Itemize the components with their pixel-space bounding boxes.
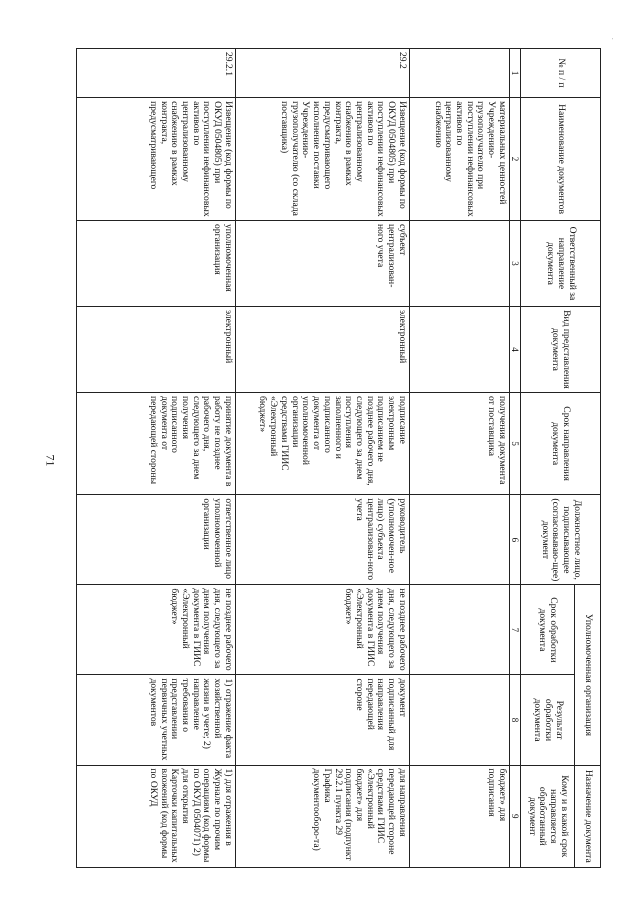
header-processing-term: Срок обработки документа <box>521 585 575 675</box>
col-number: 4 <box>509 306 520 392</box>
header-official: Должностное лицо, подписывающее (согласовываю-щее) документ <box>521 495 601 585</box>
representation <box>409 306 509 392</box>
official <box>409 495 509 585</box>
table-row <box>409 49 509 868</box>
representation: электронный <box>235 306 409 392</box>
col-number: 6 <box>509 495 520 585</box>
representation: электронный <box>77 306 236 392</box>
recipient: 1) для отражения в Журнале по прочим операциям (код формы по ОКУД 0504071) 2) для открытия Карточки капитальных вложений (код формы по ОКУД <box>77 765 236 867</box>
column-number-row <box>509 49 520 868</box>
header-deadline: Срок направления документа <box>521 392 601 494</box>
document-name: Извещение (код формы по ОКУД 0504805) при поступлении нефинансовых активов по централизованному снабжению в рамках контракта, предусматривающего исполнение поставки Учреждению-грузополучателю (со склада поставщика) <box>235 98 409 221</box>
processing-result <box>409 675 509 765</box>
processing-term <box>409 585 509 675</box>
responsible: субъект централизован-ного учета <box>235 220 409 306</box>
document-name: Извещение (код формы по ОКУД 0504805) при поступлении нефинансовых активов по централизованному снабжению в рамках контракта, предусматривающего <box>77 98 236 221</box>
col-number: 9 <box>509 765 520 867</box>
row-number <box>409 49 509 98</box>
col-number: 1 <box>509 49 520 98</box>
deadline: подписание электронным подписанием не позднее рабочего дня, следующего за днем поступления заполненного и подписанного документа от уполномоченной организации средствами ГИИС «Электронный бюджет» <box>235 392 409 494</box>
official: руководитель (уполномочен-ное лицо) субъекта централизован-ного учета <box>235 495 409 585</box>
processing-result: 1) отражение факта хозяйственной жизни в учете; 2) направление требования о представлении первичных учетных документов <box>77 675 236 765</box>
deadline: получения документа от поставщика <box>409 392 509 494</box>
recipient: для направления передающей стороне средствами ГИИС «Электронный бюджет» для подписания (подпункт 29.2.1 пункта 29 Графика документооборо-та) <box>235 765 409 867</box>
header-processing-result: Результат обработки документа <box>521 675 575 765</box>
header-authorized-org: Уполномоченная организация <box>575 585 601 765</box>
header-recipient: Кому и в какой срок направляется обработанный документ <box>521 765 575 867</box>
processing-term: не позднее рабочего дня, следующего за днем получения документа в ГИИС «Электронный бюджет» <box>235 585 409 675</box>
col-number: 7 <box>509 585 520 675</box>
col-number: 5 <box>509 392 520 494</box>
rotated-table-wrapper <box>76 48 601 868</box>
document-name: материальных ценностей Учреждению-грузополучателю при поступлении нефинансовых активов по централизованному снабжению <box>409 98 509 221</box>
responsible <box>409 220 509 306</box>
header-purpose: Назначение документа <box>575 765 601 867</box>
col-number: 2 <box>509 98 520 221</box>
document-flow-table <box>76 48 601 868</box>
row-number: 29.2 <box>235 49 409 98</box>
page-number: 71 <box>43 454 58 467</box>
header-number: № п / п <box>521 49 601 98</box>
table-row <box>77 49 236 868</box>
row-number: 29.2.1 <box>77 49 236 98</box>
corner-mark: ' <box>612 38 614 44</box>
header-representation: Вид представления документа <box>521 306 601 392</box>
processing-result: документ подписанный для направления передающей стороне <box>235 675 409 765</box>
responsible: уполномоченная организация <box>77 220 236 306</box>
col-number: 8 <box>509 675 520 765</box>
deadline: принятие документа в работу не позднее рабочего дня, следующего за днем получения подписанного документа от передающей стороны <box>77 392 236 494</box>
table-row <box>235 49 409 868</box>
processing-term: не позднее рабочего дня, следующего за днем получения документа в ГИИС «Электронный бюджет» <box>77 585 236 675</box>
col-number: 3 <box>509 220 520 306</box>
header-responsible: Ответственный за направление документа <box>521 220 601 306</box>
header-document-name: Наименование документов <box>521 98 601 221</box>
official: ответственное лицо уполномоченной организации <box>77 495 236 585</box>
recipient: бюджет» для подписания <box>409 765 509 867</box>
